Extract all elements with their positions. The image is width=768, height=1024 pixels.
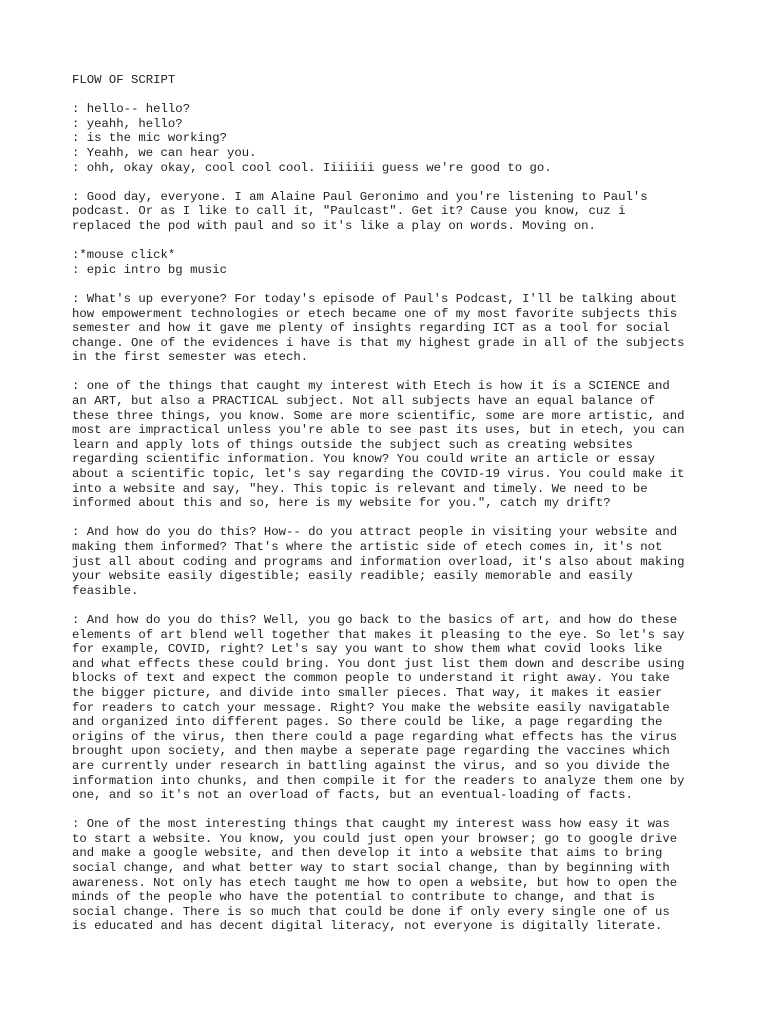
paragraph-start-website: : One of the most interesting things that caught my interest wass how easy it was to start a website. You know, you could just open your browser; go to google drive and make a google website, and then develop it into a website that aims to bring social change, and what better way to start social change, than by beginning with awareness. Not only has etech taught me how to open a website, but how to open the minds of the people who have the potential to contribute to change, and that is social change. There is so much that could be done if only every single one of us is educated and has decent digital literacy, not everyone is digitally literate. bbox=[72, 817, 678, 934]
paragraph-greeting: : Good day, everyone. I am Alaine Paul Geronimo and you're listening to Paul's podcast. Or as I like to call it, "Paulcast". Get it? Cause you know, cuz i replaced the pod with paul and so it's like a play on words. Moving on. bbox=[72, 189, 648, 233]
paragraph-basics-of-art: : And how do you do this? Well, you go back to the basics of art, and how do these elements of art blend well together that makes it pleasing to the eye. So let's say for example, COVID, right? Let's say you want to show them what covid looks like and what effects these could bring. You dont just list them down and describe using blocks of text and expect the common people to understand it right away. You take the bigger picture, and divide into smaller pieces. That way, it makes it easier for readers to catch your message. Right? You make the website easily navigatable and organized into different pages. So there could be like, a page regarding the origins of the virus, then there could a page regarding what effects has the virus brought upon society, and then maybe a seperate page regarding the vaccines which are currently under research in battling against the virus, and so you divide the information into chunks, and then compile it for the readers to analyze them one by one, and so it's not an overload of facts, but an eventual-loading of facts. bbox=[72, 612, 685, 803]
document-title: FLOW OF SCRIPT bbox=[72, 73, 176, 87]
paragraph-episode-intro: : What's up everyone? For today's episode of Paul's Podcast, I'll be talking about how empowerment technologies or etech became one of my most favorite subjects this semester and how it gave me plenty of insights regarding ICT as a tool for social change. One of the evidences i have is that my highest grade in all of the subjects in the first semester was etech. bbox=[72, 291, 685, 365]
paragraph-artistic-side: : And how do you do this? How-- do you attract people in visiting your website and making them informed? That's where the artistic side of etech comes in, it's not just all about coding and programs and information overload, it's also about making your website easily digestible; easily readible; easily memorable and easily feasible. bbox=[72, 525, 685, 598]
document-page bbox=[72, 73, 712, 949]
paragraph-science-art: : one of the things that caught my interest with Etech is how it is a SCIENCE and an ART, but also a PRACTICAL subject. Not all subjects have an equal balance of these three things, you know. Some are more scientific, some are more artistic, and most are impractical unless you're able to see past its uses, but in etech, you can learn and apply lots of things outside the subject such as creating websites regarding scientific information. You know? You could write an article or essay about a scientific topic, let's say regarding the COVID-19 virus. You could make it into a website and say, "hey. This topic is relevant and timely. We need to be informed about this and so, here is my website for you.", catch my drift? bbox=[72, 379, 685, 511]
paragraph-intro-cues: :*mouse click* : epic intro bg music bbox=[72, 248, 227, 277]
paragraph-mic-check: : hello-- hello? : yeahh, hello? : is the mic working? : Yeahh, we can hear you. : ohh, okay okay, cool cool cool. Iiiiiii guess we're good to go. bbox=[72, 102, 552, 175]
